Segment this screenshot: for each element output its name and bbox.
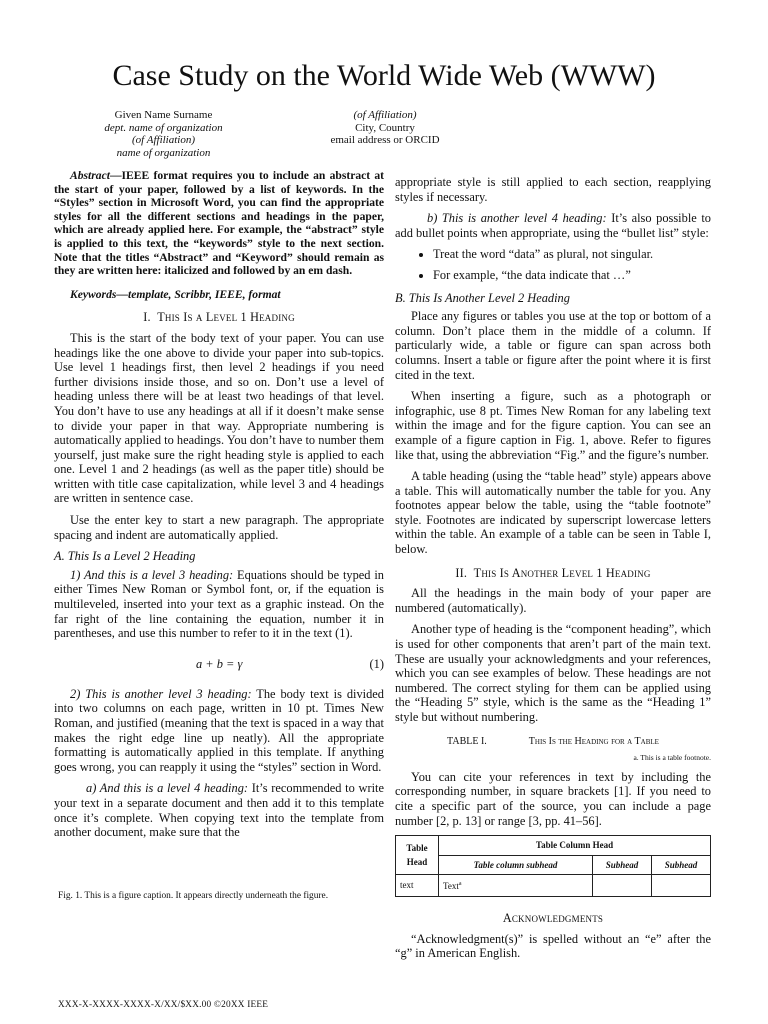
keywords-text: —template, Scribbr, IEEE, format	[116, 287, 281, 301]
copyright-footer: XXX-X-XXXX-XXXX-X/XX/$XX.00 ©20XX IEEE	[58, 1000, 269, 1010]
section-title: This Is a Level 1 Heading	[157, 310, 295, 325]
section-number: II.	[455, 565, 468, 580]
table-column-head: Table Column Head	[439, 836, 711, 856]
body-paragraph: Use the enter key to start a new paragraph. The appropriate spacing and indent are automatically applied.	[54, 513, 384, 542]
author-name: Given Name Surname	[114, 109, 213, 121]
equation	[54, 655, 384, 675]
table-cell-text: Text	[443, 881, 459, 892]
left-column	[54, 169, 384, 847]
table-heading	[395, 735, 711, 750]
section-number: I.	[143, 310, 151, 325]
paper-title: Case Study on the World Wide Web (WWW)	[112, 59, 656, 92]
table-cell	[439, 875, 593, 897]
section-heading-2	[395, 566, 711, 581]
table-row	[396, 875, 711, 897]
list-item: • For example, “the data indicate that …”	[433, 268, 711, 283]
table-cell	[593, 875, 652, 897]
table-title: This Is the Heading for a Table	[528, 735, 659, 747]
paragraph-text: It’s also possible to add bullet points when appropriate, using the “bullet list” style:	[395, 211, 711, 240]
body-paragraph: appropriate style is still applied to each section, reapplying styles if necessary.	[395, 175, 711, 204]
acknowledgments-heading: Acknowledgments	[502, 910, 604, 925]
author-email: email address or ORCID	[330, 134, 440, 146]
level4-heading: a) And this is a level 4 heading:	[86, 781, 249, 796]
author-block-2	[305, 109, 465, 147]
right-column	[395, 175, 711, 968]
body-paragraph	[54, 687, 384, 775]
abstract	[54, 169, 384, 278]
body-paragraph	[395, 211, 711, 240]
body-paragraph: When inserting a figure, such as a photograph or infographic, use 8 pt. Times New Roman for any labeling text within the image and for the figure caption. You can see an example of a figure caption in Fig. 1, above. Refer to figures like that, using the abbreviation “Fig.” and the figure’s number.	[395, 389, 711, 462]
author-dept: dept. name of organization	[104, 121, 223, 134]
paragraph-text: The body text is divided into two columns on each page, written in 10 pt. Times New Roman, and justified (meaning that the text is spaced in a way that makes the right edge line up neatly). All the appropriate formatting is automatically applied in this template. If anything goes wrong, you can reapply it using the “styles” section in Word.	[54, 686, 384, 774]
acknowledgments-text: “Acknowledgment(s)” is spelled without an “e” after the “g” in American English.	[395, 931, 711, 961]
subsection-heading-a: A. This Is a Level 2 Heading	[54, 549, 196, 564]
level4-heading: b) This is another level 4 heading:	[427, 211, 607, 226]
body-paragraph: All the headings in the main body of your paper are numbered (automatically).	[395, 586, 711, 615]
body-paragraph: Another type of heading is the “component heading”, which is used for other components that aren’t part of the main text. These are usually your acknowledgments and your references, which you can see examples of below. These headings are not numbered. The correct styling for them can be applied using the “Heading 5” style, which is the same as the “Heading 1” style but without numbering.	[395, 622, 711, 724]
author-affiliation: (of Affiliation)	[353, 109, 417, 121]
table-row	[396, 855, 711, 875]
keywords	[54, 288, 384, 302]
bullet-list	[395, 247, 711, 282]
table-row	[396, 836, 711, 856]
author-organization: name of organization	[116, 146, 211, 159]
section-heading-1	[54, 310, 384, 325]
paragraph-text: It’s recommended to write your text in a separate document and then add it to this template once it’s complete. When copying text into the template from another document, make sure that the	[54, 781, 384, 840]
author-city: City, Country	[355, 121, 415, 134]
body-paragraph	[54, 781, 384, 839]
keywords-label: Keywords	[70, 287, 117, 301]
example-table	[395, 835, 711, 897]
subsection-heading-b: B. This Is Another Level 2 Heading	[395, 290, 570, 305]
body-paragraph: This is the start of the body text of your paper. You can use headings like the one above to divide your paper into sub-topics. Use level 1 headings first, then level 2 headings if you need further divisions inside those, and so on. Don’t use a level of heading unless there will be at least two headings of that level. You don’t have to use any headings at all if it doesn’t make sense to divide your paper in that way. Appropriate numbering is automatically applied to headings. You don’t have to number them yourself, just make sure the right heading style is applied to each one. Level 1 and 2 headings (as well as the paper title) should be written with title case capitalization, while level 3 and 4 headings are written in sentence case.	[54, 330, 384, 506]
level3-heading: 2) This is another level 3 heading:	[70, 686, 252, 701]
body-paragraph: You can cite your references in text by including the corresponding number, in square brackets [1]. If you need to cite a specific part of the source, you can include a page number [2, p. 13] or range [3, pp. 41–56].	[395, 769, 711, 828]
body-paragraph	[54, 568, 384, 641]
table-cell-footnote-mark: a	[458, 881, 462, 888]
abstract-text: —IEEE format requires you to include an abstract at the start of your paper, followed by a list of keywords. In the “Styles” section in Microsoft Word, you can find the appropriate styles for all the different sections and headings in the paper, which are already applied here. For example, the “abstract” style is applied to this text, the “keywords” style to the next section. Note that the titles “Abstract” and “Keyword” should remain as they are written here: italicized and followed by an em dash.	[54, 169, 384, 278]
author-block-1	[96, 109, 231, 159]
equation-expression: a + b = γ	[196, 656, 243, 671]
table-head-cell: Table Head	[396, 836, 439, 875]
author-affiliation: (of Affiliation)	[131, 134, 196, 146]
paragraph-text: Equations should be typed in either Times New Roman or Symbol font, or, if the equation is multileveled, inserted into your text as a graphic instead. On the far right of the line containing the equation, number it in parentheses, and use this number to refer to it in the text (1).	[54, 567, 385, 641]
table-subhead: Table column subhead	[439, 855, 593, 875]
section-title: This Is Another Level 1 Heading	[473, 565, 651, 580]
table-cell	[652, 875, 711, 897]
table-footnote: a. This is a table footnote.	[633, 753, 711, 763]
list-item: • Treat the word “data” as plural, not singular.	[433, 247, 711, 262]
table-number: TABLE I.	[447, 735, 487, 747]
table-cell: text	[396, 875, 439, 897]
body-paragraph: Place any figures or tables you use at the top or bottom of a column. Don’t place them in the middle of a column. If particularly wide, a table or figure can span across both columns. Insert a table or figure after the point where it is first cited in the text.	[395, 309, 711, 382]
body-paragraph: A table heading (using the “table head” style) appears above a table. This will automatically number the table for you. Any footnotes appear below the table, using the “table footnote” style. Footnotes are indicated by superscript lowercase letters within the table. An example of a table can be seen in Table I, below.	[395, 469, 711, 557]
table-subhead: Subhead	[652, 855, 711, 875]
abstract-label: Abstract	[70, 169, 110, 182]
figure-caption: Fig. 1. This is a figure caption. It appears directly underneath the figure.	[58, 891, 329, 901]
level3-heading: 1) And this is a level 3 heading:	[70, 567, 234, 582]
equation-number: (1)	[369, 656, 384, 671]
table-subhead: Subhead	[593, 855, 652, 875]
